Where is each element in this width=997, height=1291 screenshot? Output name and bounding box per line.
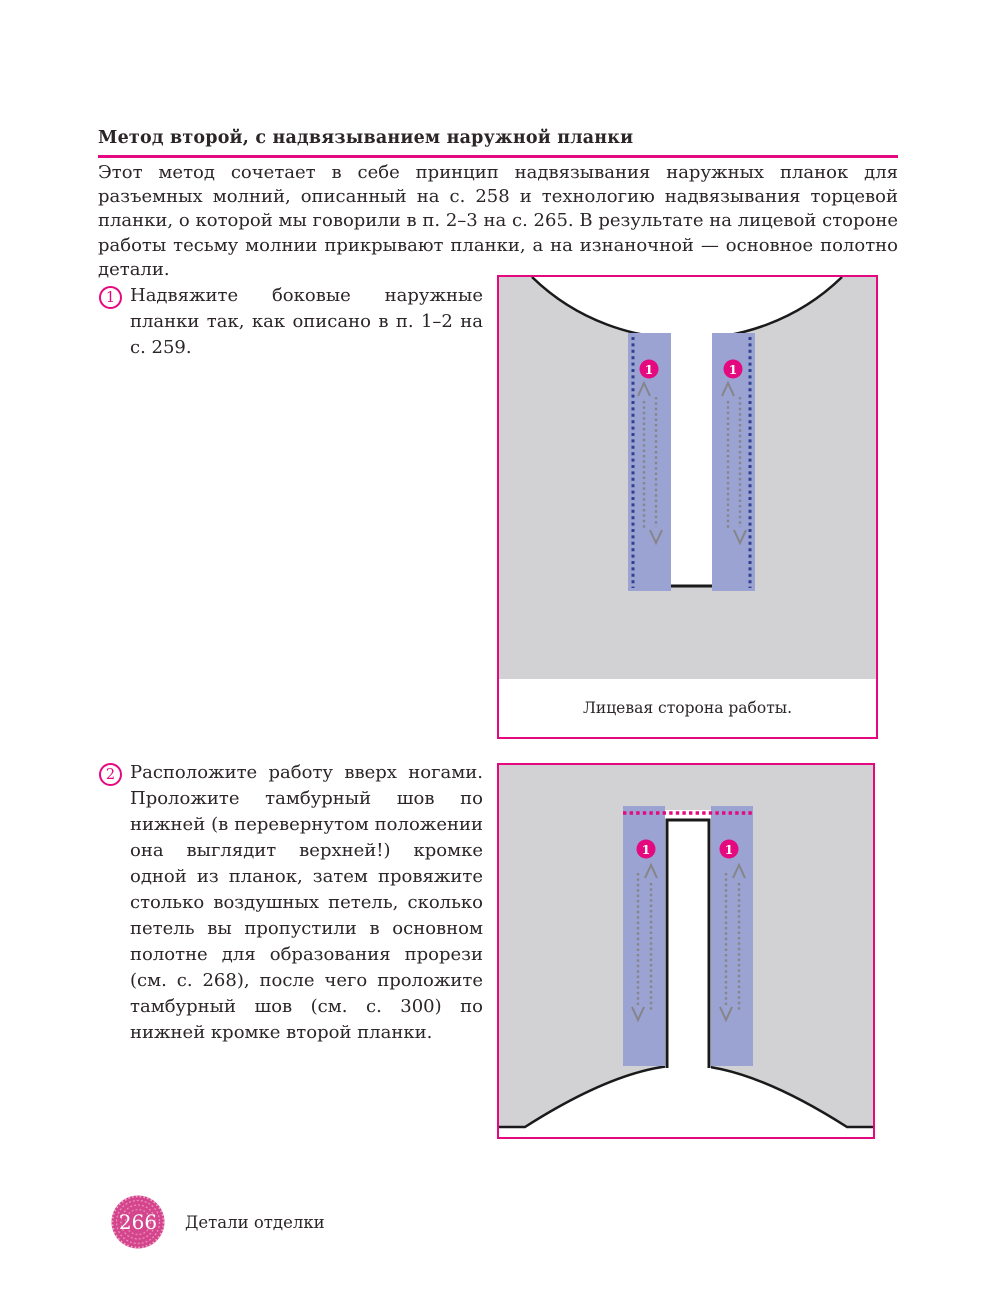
zipper-slit bbox=[665, 810, 711, 1069]
page-number: 266 bbox=[118, 1210, 158, 1234]
diagram-upside-down bbox=[497, 763, 875, 1139]
section-title: Метод второй, с надвязыванием наружной планки bbox=[98, 128, 634, 148]
diagram-front-side-drawing bbox=[499, 277, 876, 737]
band-number: 1 bbox=[724, 842, 734, 857]
band-number: 1 bbox=[728, 362, 738, 377]
band-number: 1 bbox=[644, 362, 654, 377]
diagram-1-caption: Лицевая сторона работы. bbox=[582, 699, 793, 717]
zipper-slit bbox=[670, 333, 713, 585]
step-2-text: Расположите работу вверх ногами. Проложите тамбурный шов по нижней (в перевернутом положении она выглядит верхней!) кромке одной из планок, затем провяжите столько воздушных петель, сколько петель вы пропустили в основном полотне для образования прорези (см. с. 268), после чего проложите тамбурный шов (см. с. 300) по нижней кромке второй планки. bbox=[130, 762, 483, 1043]
step-2-number-badge bbox=[99, 763, 122, 786]
step-1-number: 1 bbox=[105, 289, 116, 306]
chapter-label: Детали отделки bbox=[185, 1213, 325, 1232]
step-2-number: 2 bbox=[105, 766, 116, 783]
page-number-badge bbox=[110, 1194, 166, 1250]
title-underline bbox=[98, 155, 898, 158]
intro-paragraph: Этот метод сочетает в себе принцип надвязывания наружных планок для разъемных молний, описанный на с. 258 и технологию надвязывания торцевой планки, о которой мы говорили в п. 2–3 на с. 265. В результате на лицевой стороне работы тесьму молнии прикрывают планки, а на изнаночной — основное полотно детали. bbox=[98, 162, 898, 280]
diagram-upside-down-drawing bbox=[499, 765, 873, 1137]
step-1-number-badge bbox=[99, 286, 122, 309]
diagram-front-side bbox=[497, 275, 878, 739]
step-1-text: Надвяжите боковые наружные планки так, как описано в п. 1–2 на с. 259. bbox=[130, 285, 483, 358]
band-number: 1 bbox=[641, 842, 651, 857]
